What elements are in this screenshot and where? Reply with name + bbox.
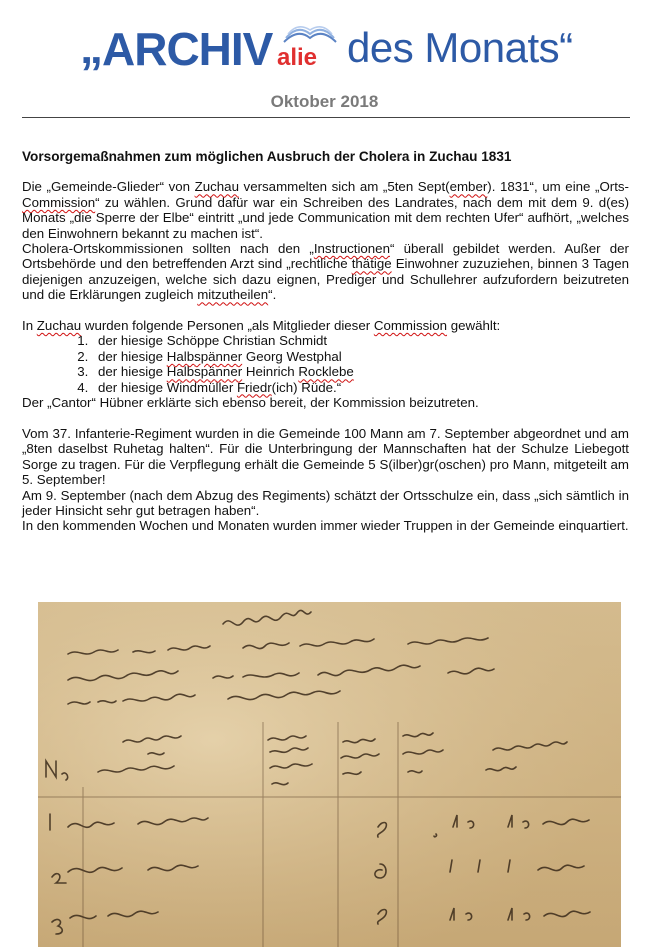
text-flagged: mitzutheilen (197, 287, 269, 303)
text-flagged: ember (449, 179, 488, 195)
text-flagged: Zuchau (194, 179, 239, 195)
list-item (92, 349, 629, 364)
text: der hiesige Schöppe Christian Schmidt (98, 333, 328, 349)
spacer (22, 410, 629, 425)
text-flagged: thätige (351, 256, 392, 272)
text: Cholera-Ortskommissionen sollten nach den „ (22, 241, 314, 257)
month-label: Oktober 2018 (270, 92, 379, 111)
list-item (92, 333, 629, 348)
divider (22, 117, 630, 118)
text: In (22, 318, 37, 334)
paragraph-7: In den kommenden Wochen und Monaten wurden immer wieder Truppen in der Gemeinde einquartiert. (22, 518, 629, 534)
paragraph-2 (22, 241, 629, 303)
paragraph-4: Der „Cantor“ Hübner erklärte sich ebenso bereit, der Kommission beizutreten. (22, 395, 479, 411)
handwritten-manuscript-image (38, 602, 621, 947)
paragraph-1 (22, 179, 629, 241)
text: Die „Gemeinde-Glieder“ von (22, 179, 195, 195)
text: “. (268, 287, 277, 303)
paragraph-3 (22, 318, 629, 333)
text: der hiesige (98, 348, 167, 364)
logo-archiv-text: ARCHIV (102, 23, 273, 75)
paragraph-6: Am 9. September (nach dem Abzug des Regiments) schätzt der Ortsschulze ein, dass „sich sämtlich in jeder Hinsicht sehr gut betragen haben“. (22, 487, 629, 518)
text: der hiesige Windmüller (98, 379, 237, 395)
text-flagged: Friedr (236, 379, 272, 395)
archival-document-scan (38, 602, 621, 947)
logo-quote: „ (80, 21, 103, 73)
text: “ überall gebildet werden. Außer der Ortsbehörde und den betreffenden Arzt sind „rechtliche (22, 241, 629, 272)
header (0, 0, 649, 90)
article (22, 149, 629, 534)
text-flagged: Rocklebe (298, 364, 354, 380)
text-flagged: Commission (22, 194, 96, 210)
list-item (92, 380, 629, 395)
list-item (92, 364, 629, 379)
text: Heinrich (242, 364, 299, 380)
text: ). 1831“, um eine „Orts- (487, 179, 629, 195)
text: “ zu wählen. Grund dafür war ein Schreiben des Landrates, nach dem mit dem 9. d(es) Monats „die Sperre der Elbe“ eintritt „und jede Communication mit dem rechten Ufer“ aufhört, „welches den Einwohnern bekannt zu machen ist“. (22, 194, 629, 241)
text: gewählt: (447, 318, 501, 334)
logo-des-monats-text: des Monats“ (347, 24, 573, 71)
text-flagged: Commission (373, 318, 448, 334)
spacer (22, 303, 629, 318)
article-title: Vorsorgemaßnahmen zum möglichen Ausbruch der Cholera in Zuchau 1831 (22, 149, 512, 164)
text-flagged: Instructionen (313, 241, 390, 257)
text-flagged: Zuchau (36, 318, 82, 334)
text-flagged: Halbspänner (166, 348, 243, 364)
text: versammelten sich am „5ten Sept( (238, 179, 450, 195)
text: wurden folgende Personen „als Mitglieder dieser (81, 318, 374, 334)
text: Einwohner zuzuziehen, binnen 3 Tagen diejenigen anzuzeigen, welche sich dazu eignen, Prediger und Schullehrer aufzufordern beizutreten und die Erklärungen zugleich (22, 256, 629, 303)
text: (ich) Rüde.“ (271, 379, 342, 395)
text-flagged: Halbspänner (166, 364, 243, 380)
text: Georg Westphal (242, 348, 342, 364)
member-list (22, 333, 629, 395)
logo-alie-text: alie (277, 44, 318, 71)
paragraph-5: Vom 37. Infanterie-Regiment wurden in die Gemeinde 100 Mann am 7. September abgeordnet und am „8ten daselbst Ruhetag halten“. Für die Unterbringung der Mannschaften hat der Schulze Liebegott Sorge zu tragen. Für die Verpflegung erhält die Gemeinde 5 S(ilber)gr(oschen) pro Mann, mitgeteilt am 5. September! (22, 425, 629, 488)
text: der hiesige (98, 364, 167, 380)
